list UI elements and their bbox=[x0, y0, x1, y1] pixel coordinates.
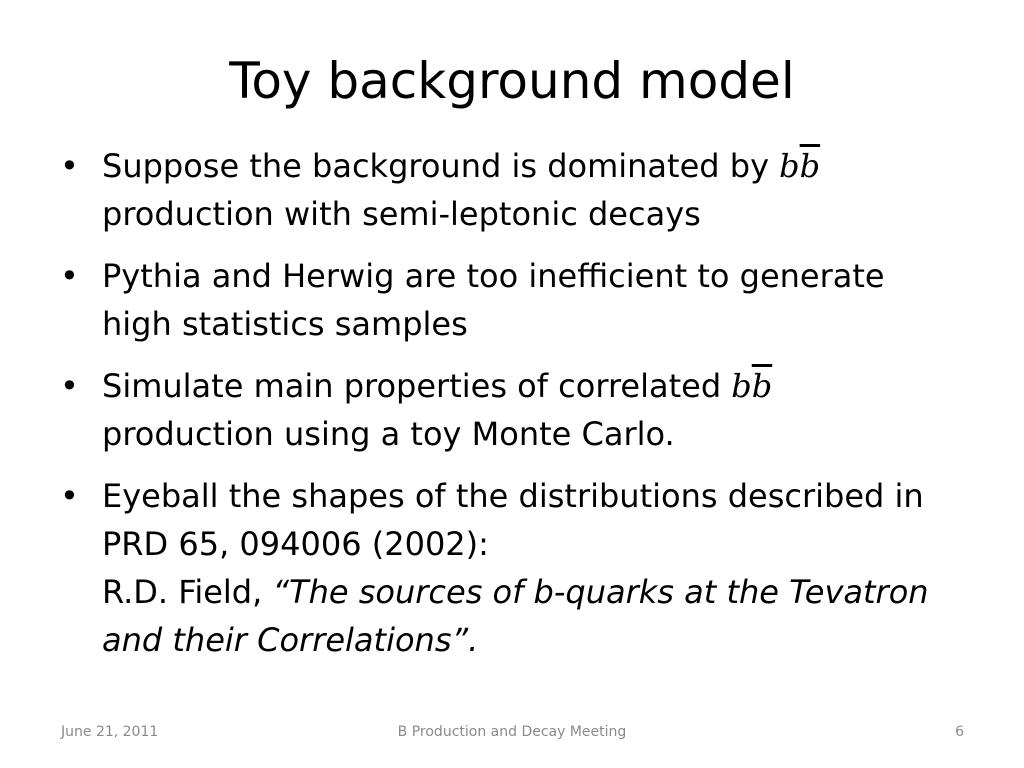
page-number: 6 bbox=[955, 724, 964, 740]
bullet-marker: • bbox=[60, 477, 79, 515]
footer-date: June 21, 2011 bbox=[61, 724, 159, 740]
math-b: b bbox=[779, 147, 800, 185]
bullet-item-4 bbox=[56, 472, 956, 664]
bullet-text: Suppose the background is dominated by bbox=[102, 147, 780, 185]
bullet-marker: • bbox=[60, 147, 79, 185]
reference-title: “The sources of b-quarks at the Tevatron and their Correlations”. bbox=[102, 573, 929, 659]
reference bbox=[102, 568, 956, 664]
bullet-text-continued: production using a toy Monte Carlo. bbox=[102, 415, 675, 453]
footer-title: B Production and Decay Meeting bbox=[397, 724, 627, 740]
bullet-marker: • bbox=[60, 367, 79, 405]
bullet-list bbox=[56, 142, 956, 678]
bullet-text: Simulate main properties of correlated bbox=[102, 367, 732, 405]
math-b-bbar bbox=[779, 147, 820, 185]
bullet-text: Eyeball the shapes of the distributions described in PRD 65, 094006 (2002): bbox=[102, 477, 924, 563]
reference-author: R.D. Field, bbox=[102, 573, 273, 611]
bullet-item-1 bbox=[56, 142, 956, 238]
bullet-item-3 bbox=[56, 362, 956, 458]
bullet-text-continued: production with semi-leptonic decays bbox=[102, 195, 701, 233]
bullet-marker: • bbox=[60, 257, 79, 295]
slide-title: Toy background model bbox=[229, 52, 795, 110]
bullet-text: Pythia and Herwig are too inefficient to generate high statistics samples bbox=[102, 257, 885, 343]
math-b-bbar bbox=[731, 367, 772, 405]
math-bbar: $\overline{b}$ bbox=[751, 367, 773, 405]
math-bbar: $\overline{b}$ bbox=[799, 147, 821, 185]
math-b: b bbox=[731, 367, 752, 405]
bullet-item-2 bbox=[56, 252, 956, 348]
